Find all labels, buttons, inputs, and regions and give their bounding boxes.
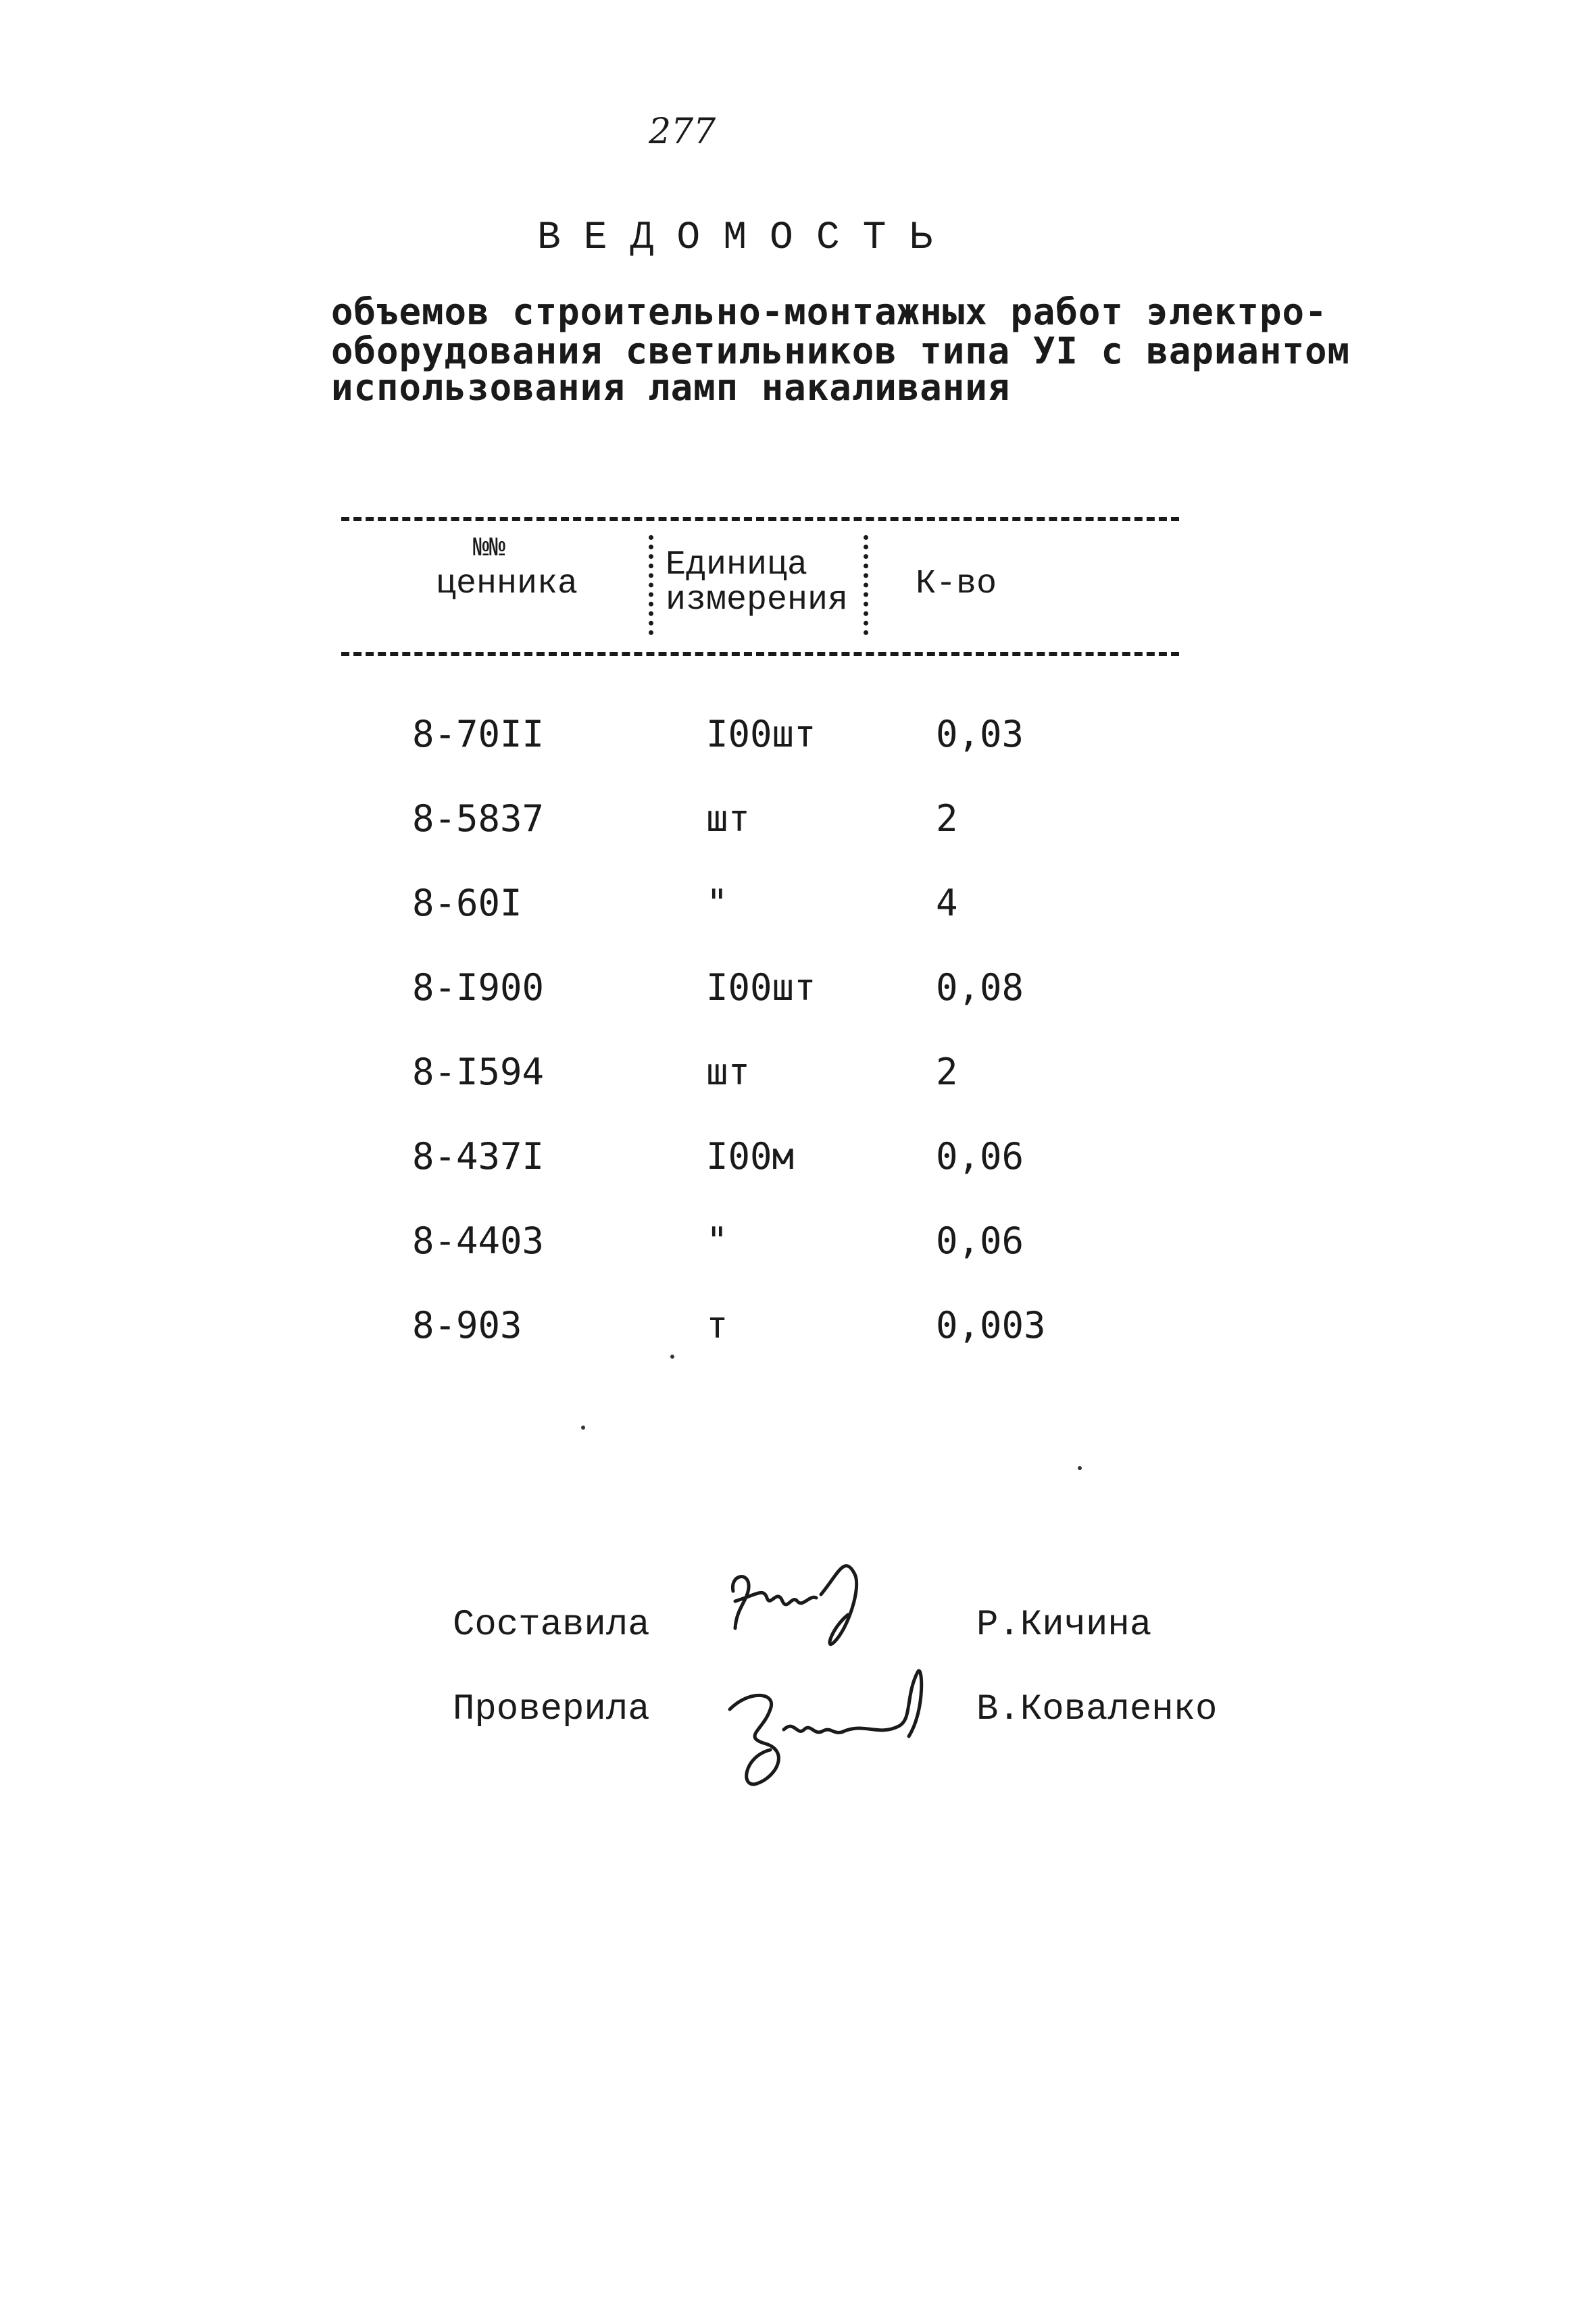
header-quantity: К-во bbox=[916, 565, 997, 603]
price-code: 8-I594 bbox=[412, 1051, 545, 1093]
subtitle-line-3: использования ламп накаливания bbox=[331, 366, 1011, 409]
header-unit-line2: измерения bbox=[666, 581, 849, 620]
unit: I00м bbox=[706, 1135, 795, 1178]
quantity: 4 bbox=[936, 882, 958, 924]
header-unit-line1: Единица bbox=[666, 546, 808, 584]
signature-compiled bbox=[732, 1566, 856, 1644]
unit: I00шт bbox=[706, 966, 816, 1009]
column-separator bbox=[649, 535, 653, 635]
header-number-sign: №№ bbox=[473, 534, 506, 564]
quantity: 2 bbox=[936, 1051, 958, 1093]
quantity: 0,08 bbox=[936, 966, 1024, 1009]
compiled-by-name: Р.Кичина bbox=[976, 1605, 1152, 1646]
subtitle-line-1: объемов строительно-монтажных работ электро- bbox=[331, 291, 1328, 333]
checked-by-label: Проверила bbox=[453, 1689, 650, 1730]
scan-speck bbox=[581, 1426, 585, 1430]
column-separator bbox=[864, 535, 868, 635]
unit: " bbox=[706, 882, 728, 924]
price-code: 8-70II bbox=[412, 713, 545, 755]
quantity: 0,06 bbox=[936, 1135, 1024, 1178]
price-code: 8-903 bbox=[412, 1304, 522, 1347]
table-top-rule bbox=[341, 517, 1179, 521]
unit: т bbox=[706, 1304, 728, 1347]
subtitle-line-2: оборудования светильников типа УI с вариантом bbox=[331, 330, 1350, 372]
quantity: 0,06 bbox=[936, 1219, 1024, 1262]
document-title: ВЕДОМОСТЬ bbox=[537, 216, 956, 260]
scan-speck bbox=[670, 1355, 674, 1359]
unit: " bbox=[706, 1219, 728, 1262]
quantity: 0,03 bbox=[936, 713, 1024, 755]
signature-checked bbox=[730, 1671, 922, 1784]
quantity: 0,003 bbox=[936, 1304, 1046, 1347]
price-code: 8-5837 bbox=[412, 797, 545, 840]
unit: I00шт bbox=[706, 713, 816, 755]
table-header-bottom-rule bbox=[341, 652, 1179, 656]
unit: шт bbox=[706, 1051, 751, 1093]
page-number: 277 bbox=[649, 111, 716, 152]
price-code: 8-437I bbox=[412, 1135, 545, 1178]
header-price-list: ценника bbox=[436, 565, 578, 603]
checked-by-name: В.Коваленко bbox=[976, 1689, 1218, 1730]
handwritten-signatures bbox=[703, 1534, 973, 1790]
quantity: 2 bbox=[936, 797, 958, 840]
unit: шт bbox=[706, 797, 751, 840]
price-code: 8-I900 bbox=[412, 966, 545, 1009]
scan-speck bbox=[1078, 1466, 1082, 1470]
price-code: 8-4403 bbox=[412, 1219, 545, 1262]
compiled-by-label: Составила bbox=[453, 1605, 650, 1646]
price-code: 8-60I bbox=[412, 882, 522, 924]
